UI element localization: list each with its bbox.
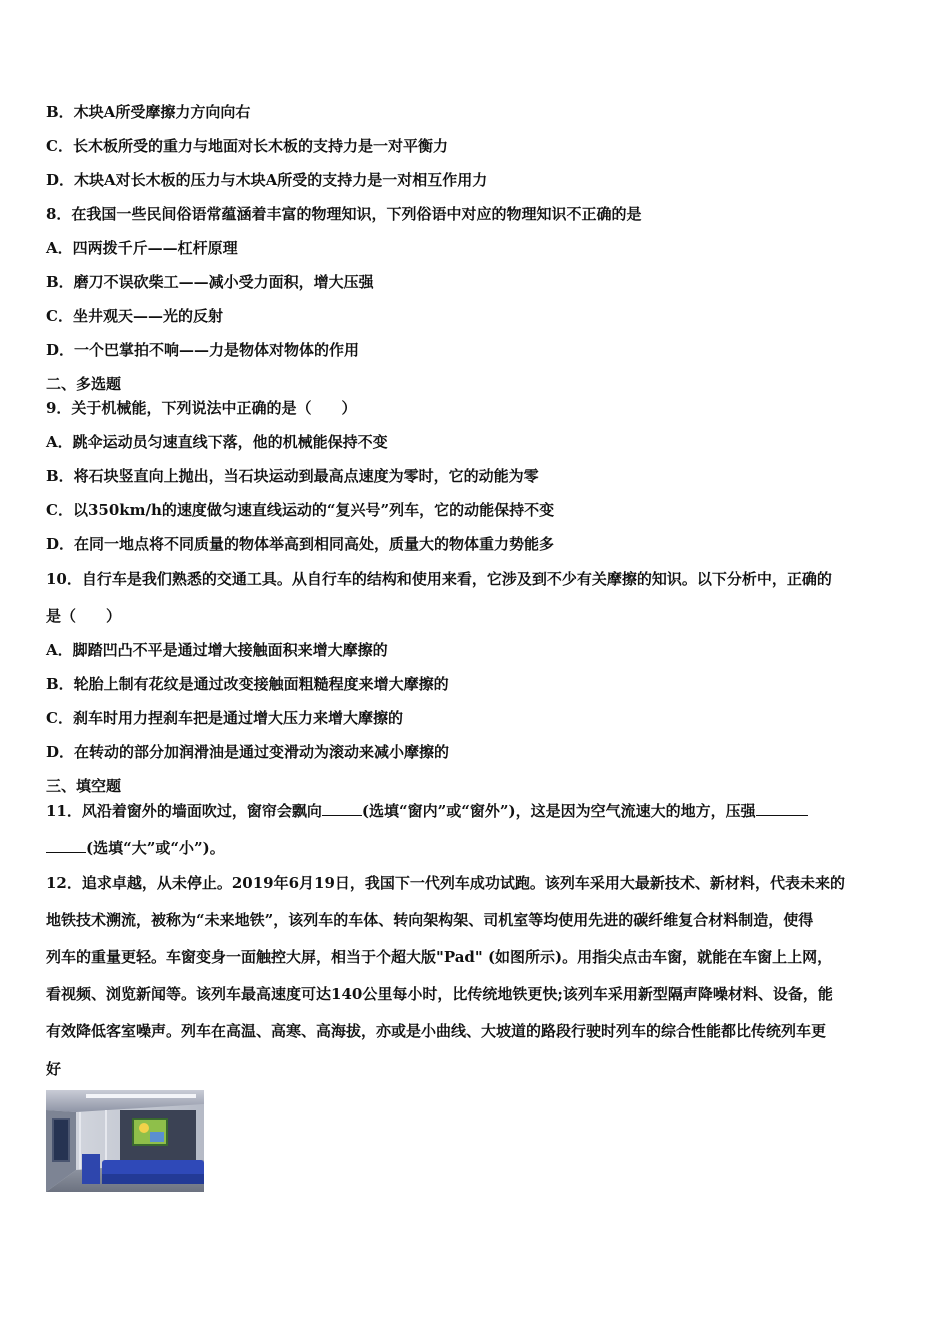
- q8-option-d: D．一个巴掌拍不响——力是物体对物体的作用: [46, 341, 360, 359]
- q8-option-a: A．四两拨千斤——杠杆原理: [46, 239, 238, 257]
- q11-line2: [46, 838, 225, 858]
- q12-line1: 12．追求卓越，从未停止。2019年6月19日，我国下一代列车成功试跑。该列车采用大最新技术、新材料，代表未来的: [46, 874, 845, 892]
- section-heading-fill-in: 三、填空题: [46, 777, 122, 795]
- q11-text-part1: 11．风沿着窗外的墙面吹过，窗帘会飘向: [46, 802, 322, 820]
- q8-option-c: C．坐井观天——光的反射: [46, 307, 223, 325]
- q9-option-d: D．在同一地点将不同质量的物体举高到相同高处，质量大的物体重力势能多: [46, 535, 555, 553]
- q7-option-b: B．木块A所受摩擦力方向向右: [46, 103, 251, 121]
- q11-text-part2: (选填“窗内”或“窗外”)，这是因为空气流速大的地方，压强: [361, 802, 756, 820]
- q12-line4: 看视频、浏览新闻等。该列车最高速度可达140公里每小时，比传统地铁更快;该列车采用新型隔声降噪材料、设备，能: [46, 985, 833, 1003]
- q12-line2: 地铁技术溯流，被称为“未来地铁”，该列车的车体、转向架构架、司机室等均使用先进的碳纤维复合材料制造，使得: [46, 911, 814, 929]
- q12-line6: 好: [46, 1060, 62, 1078]
- q11-blank-1[interactable]: [322, 801, 362, 816]
- q9-stem: 9．关于机械能，下列说法中正确的是（ ）: [46, 399, 357, 417]
- q12-line5: 有效降低客室噪声。列车在高温、高寒、高海拔，亦或是小曲线、大坡道的路段行驶时列车的综合性能都比传统列车更: [46, 1022, 827, 1040]
- q11-blank-2b[interactable]: [46, 838, 86, 853]
- q10-option-b: B．轮胎上制有花纹是通过改变接触面粗糙程度来增大摩擦的: [46, 675, 449, 693]
- train-interior-photo: [46, 1090, 204, 1192]
- q10-stem-line1: 10．自行车是我们熟悉的交通工具。从自行车的结构和使用来看，它涉及到不少有关摩擦的知识。以下分析中，正确的: [46, 570, 832, 588]
- q9-option-b: B．将石块竖直向上抛出，当石块运动到最高点速度为零时，它的动能为零: [46, 467, 539, 485]
- q8-option-b: B．磨刀不误砍柴工——减小受力面积，增大压强: [46, 273, 374, 291]
- q12-line3: 列车的重量更轻。车窗变身一面触控大屏，相当于个超大版"Pad" (如图所示)。用指尖点击车窗，就能在车窗上上网，: [46, 948, 833, 966]
- q10-option-d: D．在转动的部分加润滑油是通过变滑动为滚动来减小摩擦的: [46, 743, 450, 761]
- q10-option-c: C．刹车时用力捏刹车把是通过增大压力来增大摩擦的: [46, 709, 403, 727]
- section-heading-multiple-choice: 二、多选题: [46, 375, 122, 393]
- q7-option-d: D．木块A对长木板的压力与木块A所受的支持力是一对相互作用力: [46, 171, 488, 189]
- q8-stem: 8．在我国一些民间俗语常蕴涵着丰富的物理知识，下列俗语中对应的物理知识不正确的是: [46, 205, 642, 223]
- q9-option-a: A．跳伞运动员匀速直线下落，他的机械能保持不变: [46, 433, 388, 451]
- q10-stem-line2: 是（ ）: [46, 607, 122, 625]
- q10-option-a: A．脚踏凹凸不平是通过增大接触面积来增大摩擦的: [46, 641, 388, 659]
- q11-text-part3: (选填“大”或“小”)。: [86, 839, 225, 857]
- q11-line1: [46, 801, 808, 821]
- q11-blank-2a[interactable]: [756, 801, 808, 816]
- q9-option-c: C．以350km/h的速度做匀速直线运动的“复兴号”列车，它的动能保持不变: [46, 501, 555, 519]
- q7-option-c: C．长木板所受的重力与地面对长木板的支持力是一对平衡力: [46, 137, 448, 155]
